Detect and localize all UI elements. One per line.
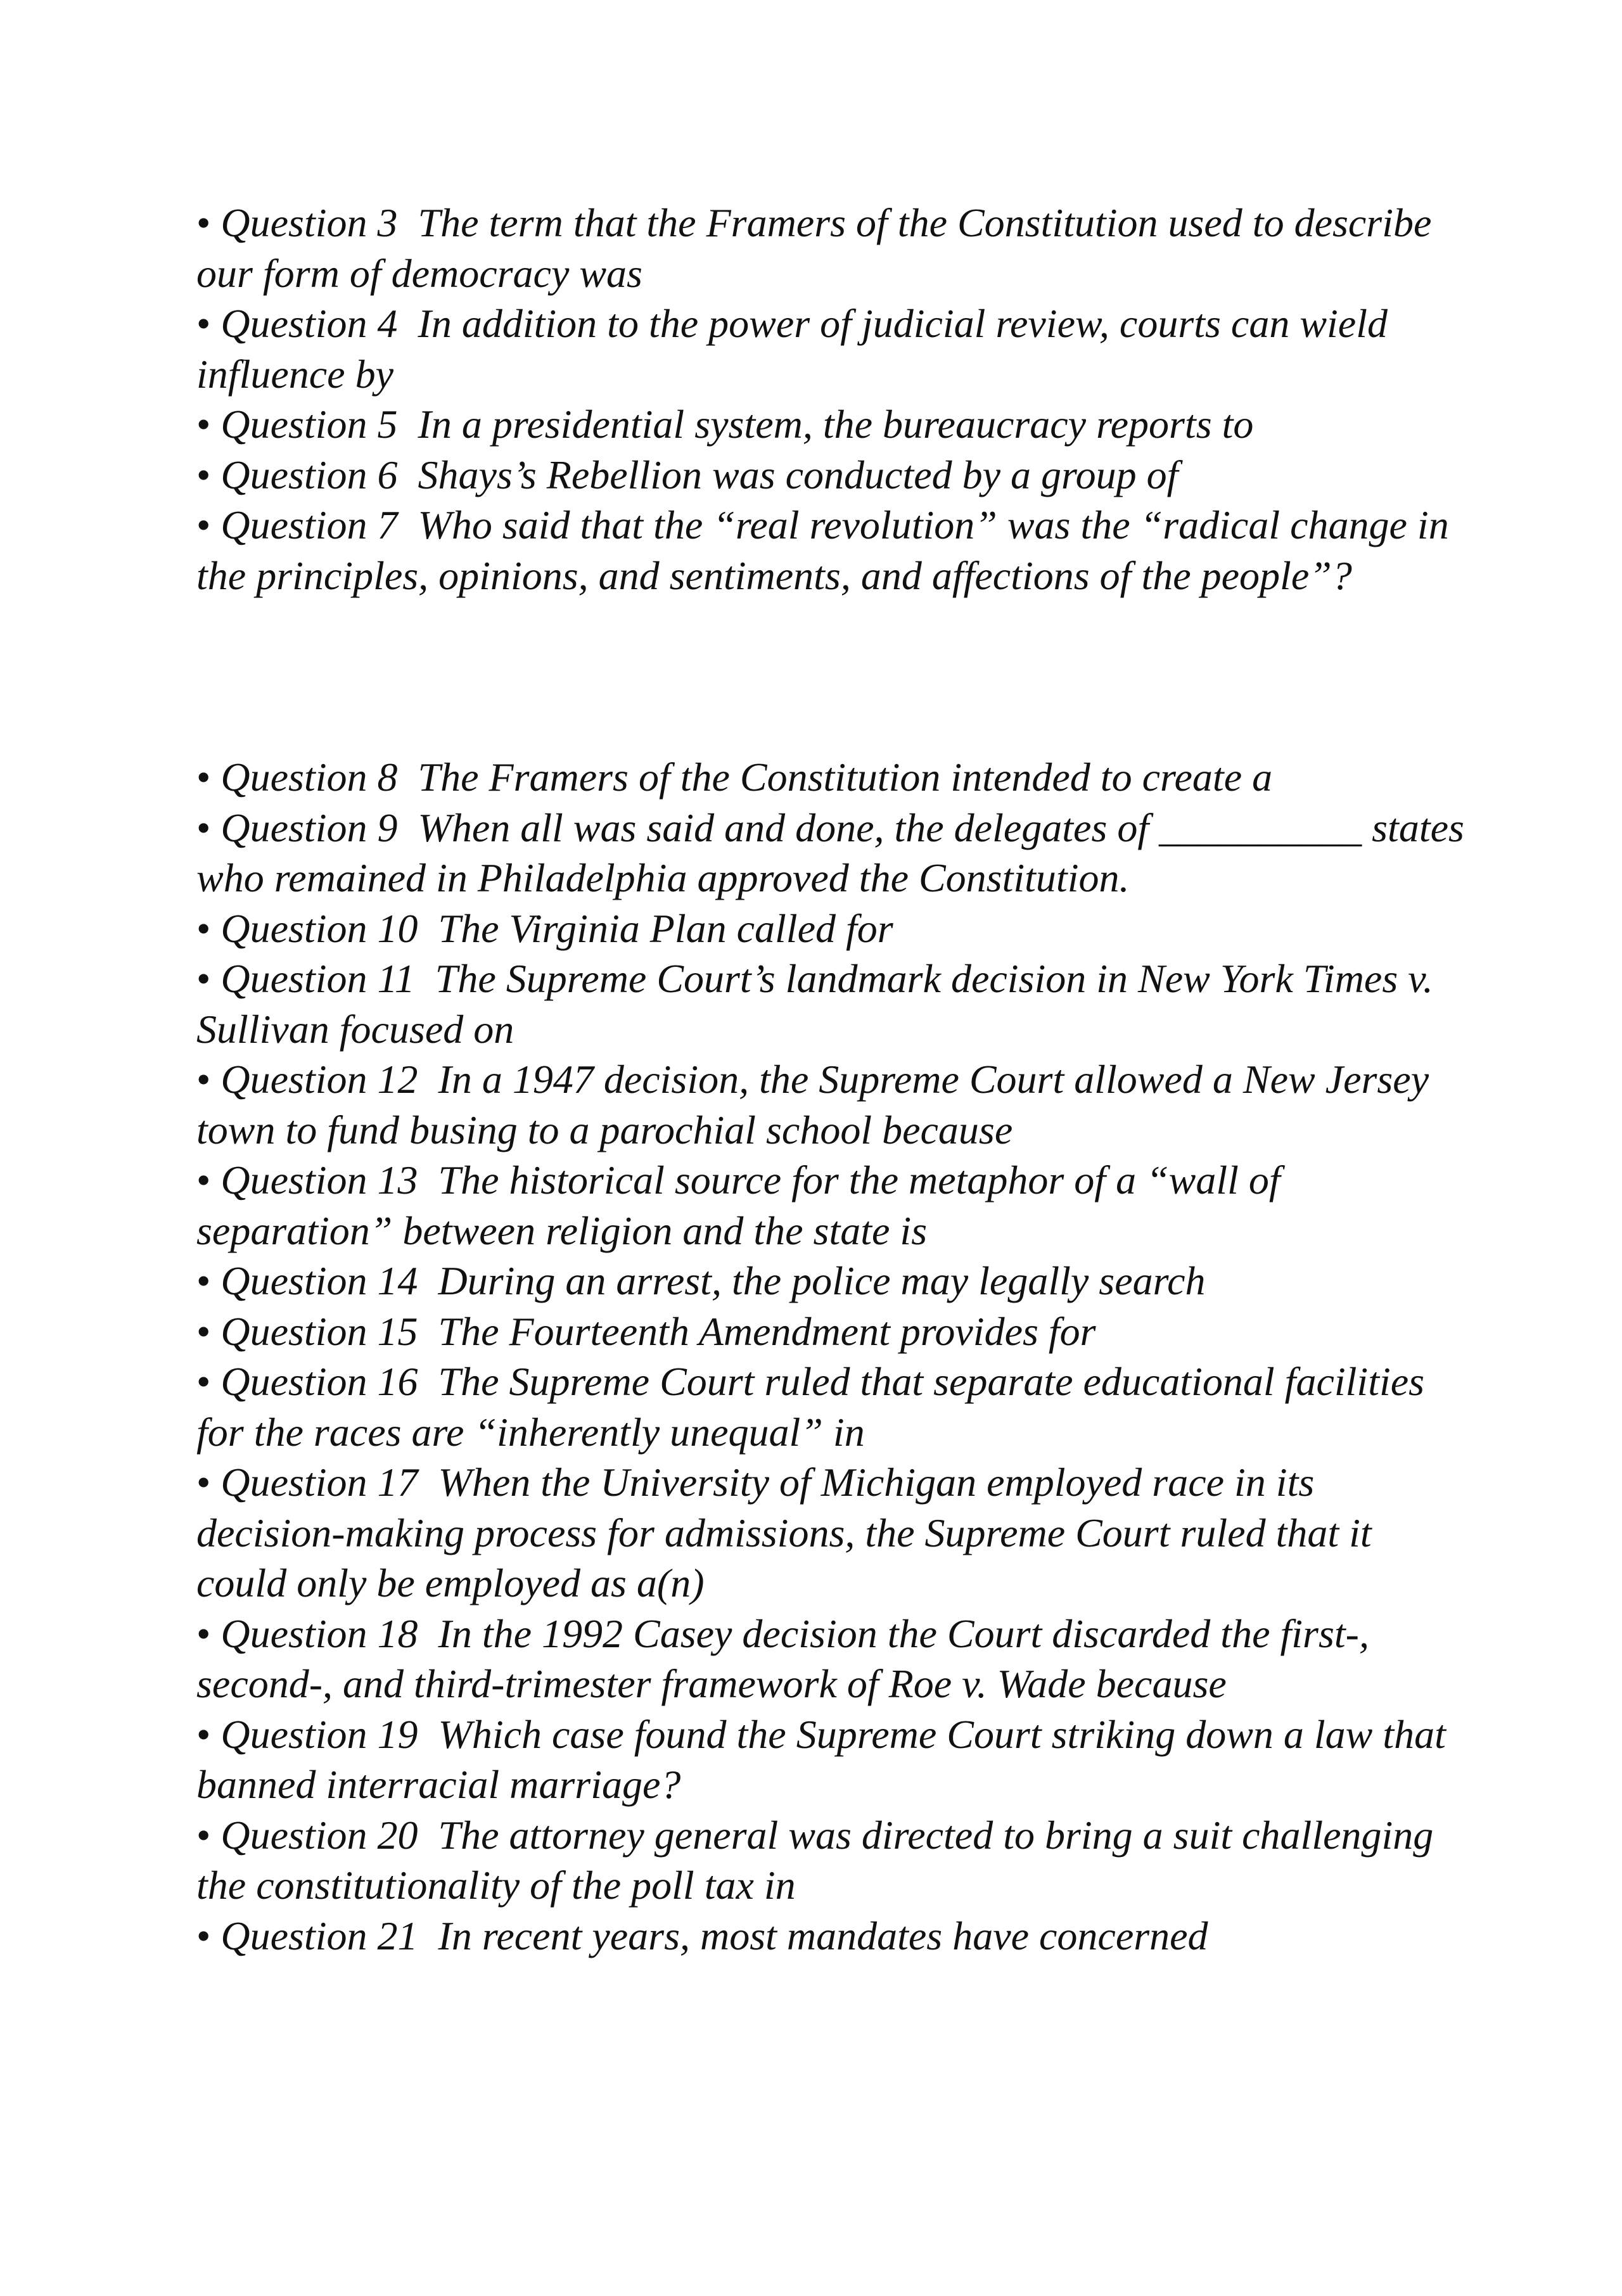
bullet-icon: • [196, 1812, 211, 1858]
question-text: The Framers of the Constitution intended to create a [418, 755, 1273, 800]
question-text: The Fourteenth Amendment provides for [438, 1308, 1096, 1354]
question-item [196, 198, 1470, 298]
question-text: The term that the Framers of the Constitution used to describe our form of democracy was [196, 200, 1432, 296]
question-text: When the University of Michigan employed race in its decision-making process for admissions, the Supreme Court ruled that it could only be employed as a(n) [196, 1460, 1372, 1605]
question-text: The Supreme Court ruled that separate educational facilities for the races are “inherently unequal” in [196, 1359, 1425, 1455]
question-label: Question 15 [220, 1308, 418, 1354]
question-label: Question 20 [220, 1812, 418, 1858]
question-item [196, 1356, 1470, 1457]
question-item [196, 298, 1470, 399]
question-label: Question 7 [220, 502, 398, 547]
question-item [196, 903, 1470, 954]
bullet-icon: • [196, 1308, 211, 1354]
bullet-icon: • [196, 805, 211, 850]
question-text: In a presidential system, the bureaucracy reports to [418, 402, 1254, 447]
question-text: The Supreme Court’s landmark decision in New York Times v. Sullivan focused on [196, 956, 1433, 1052]
question-item [196, 399, 1470, 450]
bullet-icon: • [196, 1711, 211, 1757]
bullet-icon: • [196, 1158, 211, 1202]
question-text: The attorney general was directed to bring a suit challenging the constitutionality of the poll tax in [196, 1812, 1434, 1908]
question-label: Question 13 [220, 1158, 418, 1202]
question-text: In addition to the power of judicial review, courts can wield influence by [196, 301, 1388, 397]
question-item [196, 1911, 1470, 1961]
bullet-icon: • [196, 1359, 211, 1404]
question-label: Question 5 [220, 402, 398, 447]
question-item [196, 752, 1470, 803]
question-item [196, 1609, 1470, 1709]
question-item [196, 1810, 1470, 1911]
question-item [196, 1155, 1470, 1256]
question-item [196, 450, 1470, 501]
question-label: Question 21 [220, 1913, 418, 1958]
question-text: The historical source for the metaphor of a “wall of separation” between religion and the state is [196, 1158, 1280, 1253]
bullet-icon: • [196, 1610, 211, 1656]
question-list-block-1 [196, 198, 1470, 601]
question-list-block-2 [196, 752, 1470, 1961]
question-text: Which case found the Supreme Court striking down a law that banned interracial marriage? [196, 1711, 1446, 1807]
bullet-icon: • [196, 956, 211, 1001]
question-item [196, 953, 1470, 1054]
question-label: Question 16 [220, 1359, 418, 1404]
question-label: Question 17 [220, 1460, 418, 1505]
bullet-icon: • [196, 905, 211, 951]
question-label: Question 12 [220, 1057, 418, 1102]
question-label: Question 18 [220, 1610, 418, 1656]
bullet-icon: • [196, 1258, 211, 1303]
question-item [196, 1054, 1470, 1155]
question-item [196, 500, 1470, 601]
question-text: Who said that the “real revolution” was the “radical change in the principles, opinions, and sentiments, and affections of the people”? [196, 502, 1449, 598]
bullet-icon: • [196, 1913, 211, 1958]
question-text: In recent years, most mandates have concerned [438, 1913, 1208, 1958]
question-text: During an arrest, the police may legally search [438, 1258, 1206, 1303]
bullet-icon: • [196, 452, 211, 497]
question-label: Question 8 [220, 755, 398, 800]
question-item [196, 1306, 1470, 1357]
question-label: Question 19 [220, 1711, 418, 1757]
question-label: Question 14 [220, 1258, 418, 1303]
question-label: Question 9 [220, 805, 398, 850]
question-item [196, 1457, 1470, 1609]
question-item [196, 1709, 1470, 1810]
bullet-icon: • [196, 200, 211, 245]
bullet-icon: • [196, 1460, 211, 1505]
bullet-icon: • [196, 755, 211, 800]
question-label: Question 10 [220, 905, 418, 951]
bullet-icon: • [196, 1057, 211, 1102]
question-text: When all was said and done, the delegates of __________ states who remained in Philadelphia approved the Constitution. [196, 805, 1464, 900]
question-label: Question 3 [220, 200, 398, 245]
question-text: Shays’s Rebellion was conducted by a group of [418, 452, 1178, 497]
question-label: Question 4 [220, 301, 398, 346]
bullet-icon: • [196, 301, 211, 346]
bullet-icon: • [196, 502, 211, 547]
question-item [196, 803, 1470, 903]
question-text: In the 1992 Casey decision the Court discarded the first-, second-, and third-trimester framework of Roe v. Wade because [196, 1610, 1369, 1706]
bullet-icon: • [196, 402, 211, 447]
question-item [196, 1256, 1470, 1306]
question-label: Question 6 [220, 452, 398, 497]
question-text: The Virginia Plan called for [438, 905, 893, 951]
question-text: In a 1947 decision, the Supreme Court allowed a New Jersey town to fund busing to a parochial school because [196, 1057, 1429, 1152]
question-label: Question 11 [220, 956, 415, 1001]
